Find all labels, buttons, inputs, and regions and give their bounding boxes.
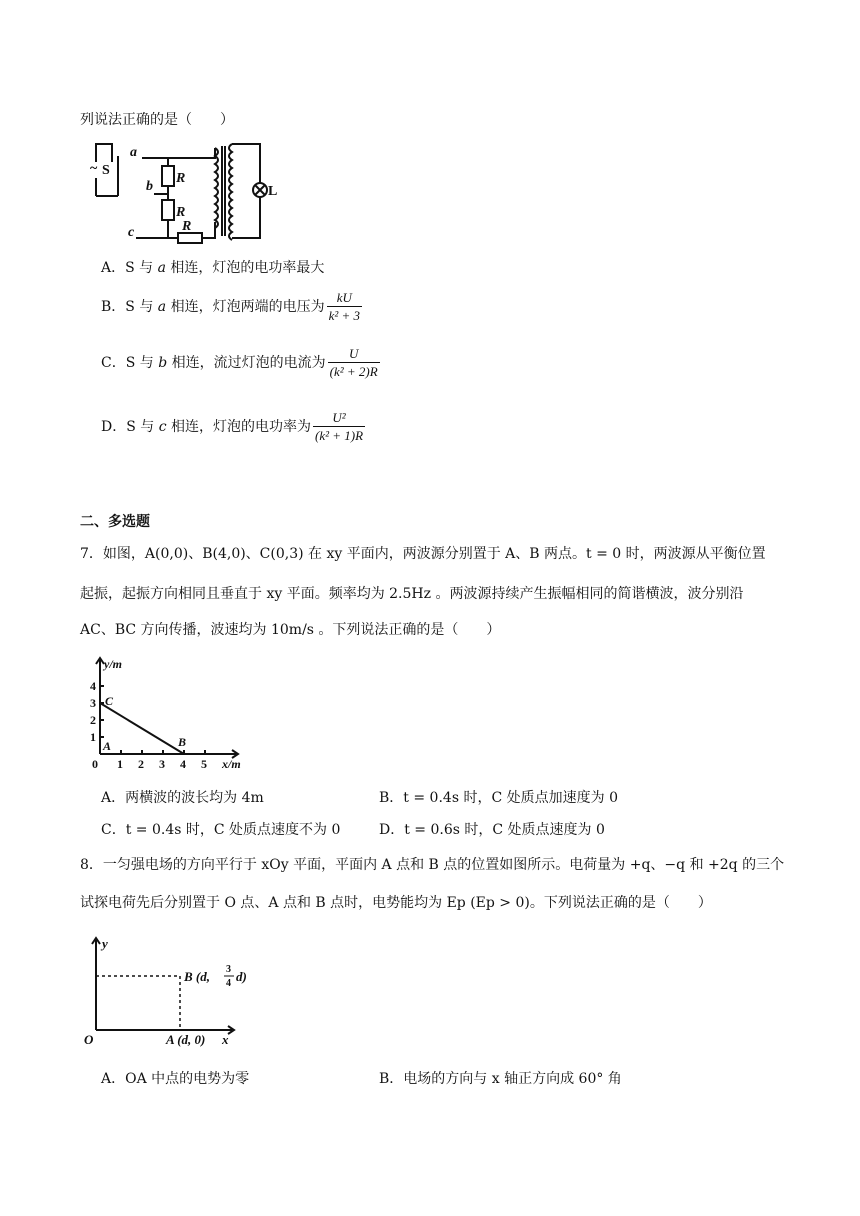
q7-origin-label: 0 [92, 757, 98, 771]
q7-point-a-label: A [103, 739, 112, 753]
q6-circuit-diagram [82, 138, 278, 246]
q8-option-b: B．电场的方向与 x 轴正方向成 60° 角 [379, 1071, 622, 1087]
q8-point-b-label: B (d, [184, 969, 210, 984]
q6-b-fraction: $\frac{kU}{\text{k² + 3}}$ [328, 290, 361, 323]
q7-xtick-2: 2 [138, 757, 144, 771]
resistor-1-label: R [176, 171, 186, 186]
q7-ytick-4: 4 [90, 679, 96, 693]
q7-xtick-3: 3 [159, 757, 165, 771]
terminal-a-label: a [130, 145, 137, 160]
q8-point-b-frac-num: 3 [226, 964, 231, 975]
q8-point-b-frac-den: 4 [226, 978, 231, 989]
q7-point-b-label: B [178, 735, 187, 749]
q8-stem-line-2: 试探电荷先后分别置于 O 点、A 点和 B 点时，电势能均为 Ep (Ep > 0)。下列说法正确的是（ ） [80, 895, 712, 911]
q8-x-axis-label: x [222, 1032, 229, 1047]
q8-option-a: A．OA 中点的电势为零 [101, 1071, 250, 1087]
q7-x-axis-label: x/m [222, 757, 241, 771]
resistor-2-label: R [176, 205, 186, 220]
q7-point-c-label: C [105, 694, 114, 708]
q8-point-a-label: A (d, 0) [166, 1032, 206, 1047]
q6-option-b: B．S 与 a 相连，灯泡两端的电压为 $\frac{kU}{\text{k² + 3}}$ [101, 290, 361, 323]
q8-origin-label: O [84, 1032, 94, 1047]
resistor-3-label: R [182, 219, 192, 234]
q7-ytick-3: 3 [90, 696, 96, 710]
q7-xtick-4: 4 [180, 757, 186, 771]
q7-ytick-1: 1 [90, 730, 96, 744]
q8-y-axis-label: y [102, 936, 108, 951]
section-title-multi-choice: 二、多选题 [80, 514, 150, 530]
source-symbol: ~ [90, 161, 98, 176]
q7-xtick-1: 1 [117, 757, 123, 771]
q8-point-b-tail: d) [236, 969, 247, 984]
q7-option-a: A．两横波的波长均为 4m [101, 790, 264, 806]
q6-d-fraction: $\frac{\text{U²}}{\text{(k² + 1)R}}$ [315, 410, 364, 443]
lamp-label: L [268, 184, 278, 199]
q6-c-fraction: $\frac{U}{\text{(k² + 2)R}}$ [329, 346, 378, 379]
q7-option-d: D．t = 0.6s 时，C 处质点速度为 0 [379, 822, 605, 838]
q7-stem-line-3: AC、BC 方向传播，波速均为 10m/s 。下列说法正确的是（ ） [80, 622, 501, 638]
q7-option-c: C．t = 0.4s 时，C 处质点速度不为 0 [101, 822, 341, 838]
q7-xtick-5: 5 [201, 757, 207, 771]
q6-stem-tail: 列说法正确的是（ ） [80, 112, 234, 128]
q8-stem-line-1: 8．一匀强电场的方向平行于 xOy 平面，平面内 A 点和 B 点的位置如图所示。电荷量为 +q、−q 和 +2q 的三个 [80, 857, 785, 873]
q7-ytick-2: 2 [90, 713, 96, 727]
q6-option-d: D．S 与 c 相连，灯泡的电功率为 $\frac{\text{U²}}{\text{(k² + 1)R}}$ [101, 410, 364, 443]
q8-field-diagram [80, 932, 260, 1050]
terminal-c-label: c [128, 225, 135, 240]
q7-stem-line-1: 7．如图，A(0,0)、B(4,0)、C(0,3) 在 xy 平面内，两波源分别置于 A、B 两点。t = 0 时，两波源从平衡位置 [80, 546, 766, 562]
q6-option-c: C．S 与 b 相连，流过灯泡的电流为 $\frac{U}{\text{(k² + 2)R}}$ [101, 346, 378, 379]
q7-coordinate-graph [86, 654, 254, 772]
q7-stem-line-2: 起振，起振方向相同且垂直于 xy 平面。频率均为 2.5Hz 。两波源持续产生振幅相同的简谐横波，波分别沿 [80, 586, 744, 602]
q7-y-axis-label: y/m [104, 657, 122, 671]
switch-label: S [102, 163, 110, 178]
q7-option-b: B．t = 0.4s 时，C 处质点加速度为 0 [379, 790, 618, 806]
terminal-b-label: b [146, 179, 153, 194]
q6-option-a: A．S 与 a 相连，灯泡的电功率最大 [101, 260, 325, 276]
